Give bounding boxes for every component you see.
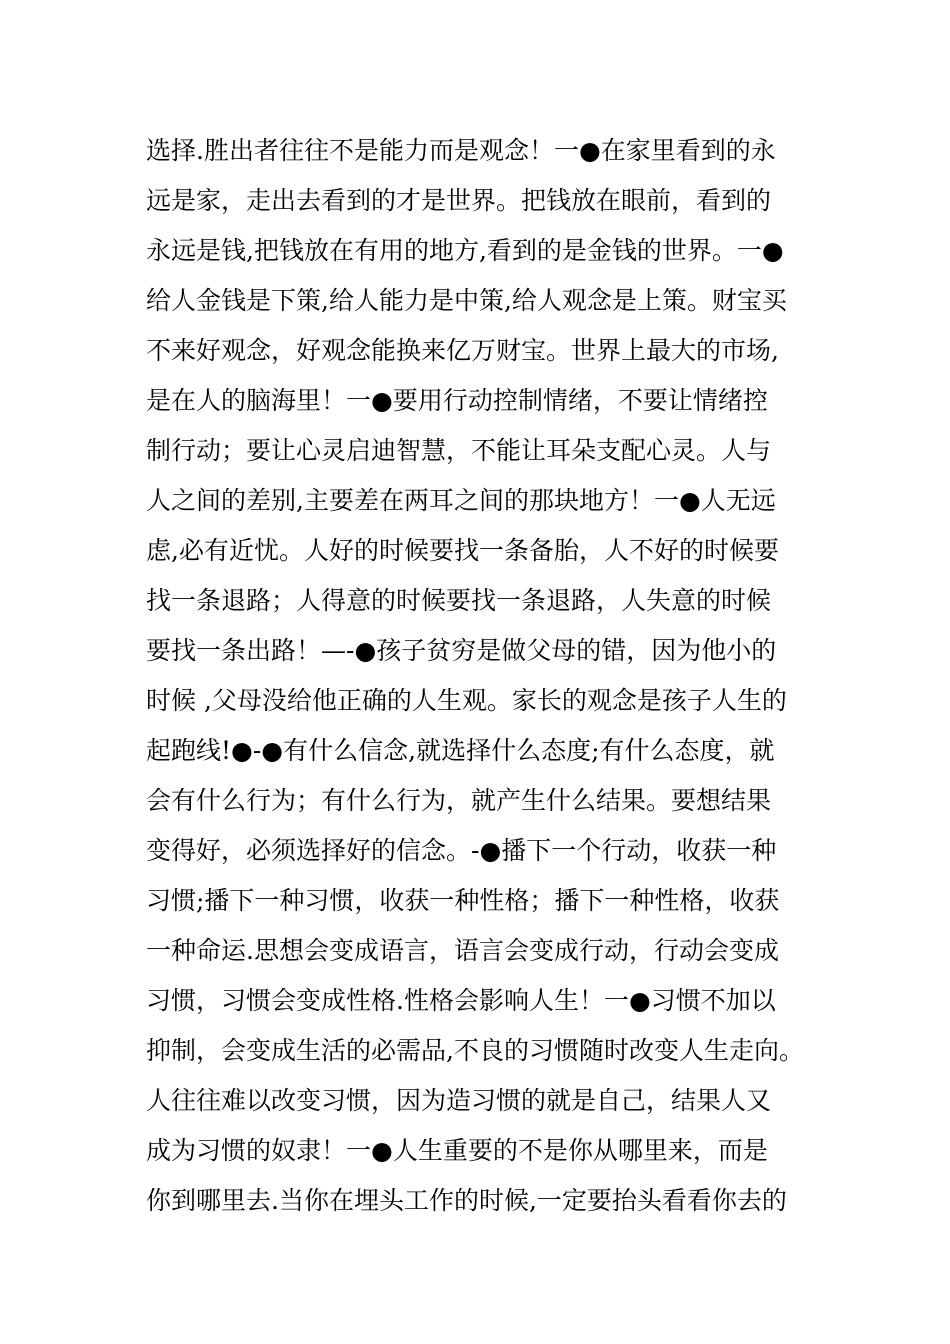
text-line-5: 不来好观念，好观念能换来亿万财宝。世界上最大的市场, <box>146 336 779 365</box>
text-line-17: 一种命运.思想会变成语言，语言会变成行动，行动会变成 <box>146 936 779 965</box>
text-line-9: 虑,必有近忧。人好的时候要找一条备胎，人不好的时候要 <box>146 536 779 565</box>
text-line-14: 会有什么行为；有什么行为，就产生什么结果。要想结果 <box>146 786 772 815</box>
text-line-19: 抑制，会变成生活的必需品,不良的习惯随时改变人生走向。 <box>146 1036 804 1065</box>
text-line-1: 选择.胜出者往往不是能力而是观念！一●在家里看到的永 <box>146 136 776 165</box>
text-line-12: 时候 ,父母没给他正确的人生观。家长的观念是孩子人生的 <box>146 686 787 715</box>
text-line-6: 是在人的脑海里！一●要用行动控制情绪，不要让情绪控 <box>146 386 768 415</box>
text-line-20: 人往往难以改变习惯，因为造习惯的就是自己，结果人又 <box>146 1086 772 1115</box>
text-line-16: 习惯;播下一种习惯，收获一种性格；播下一种性格，收获 <box>146 886 780 915</box>
text-line-21: 成为习惯的奴隶！一●人生重要的不是你从哪里来，而是 <box>146 1136 768 1165</box>
text-line-7: 制行动；要让心灵启迪智慧，不能让耳朵支配心灵。人与 <box>146 436 772 465</box>
text-line-2: 远是家，走出去看到的才是世界。把钱放在眼前，看到的 <box>146 186 772 215</box>
text-line-11: 要找一条出路！—-●孩子贫穷是做父母的错，因为他小的 <box>146 636 777 665</box>
text-line-18: 习惯，习惯会变成性格.性格会影响人生！一●习惯不加以 <box>146 986 776 1015</box>
text-line-8: 人之间的差别,主要差在两耳之间的那块地方！一●人无远 <box>146 486 776 515</box>
text-line-13: 起跑线!●-●有什么信念,就选择什么态度;有什么态度，就 <box>146 736 775 765</box>
text-line-22: 你到哪里去.当你在埋头工作的时候,一定要抬头看看你去的 <box>146 1186 787 1215</box>
body-text <box>146 126 826 1226</box>
text-line-15: 变得好，必须选择好的信念。-●播下一个行动，收获一种 <box>146 836 777 865</box>
text-line-10: 找一条退路；人得意的时候要找一条退路，人失意的时候 <box>146 586 772 615</box>
text-line-3: 永远是钱,把钱放在有用的地方,看到的是金钱的世界。一● <box>146 236 784 265</box>
text-line-4: 给人金钱是下策,给人能力是中策,给人观念是上策。财宝买 <box>146 286 787 315</box>
